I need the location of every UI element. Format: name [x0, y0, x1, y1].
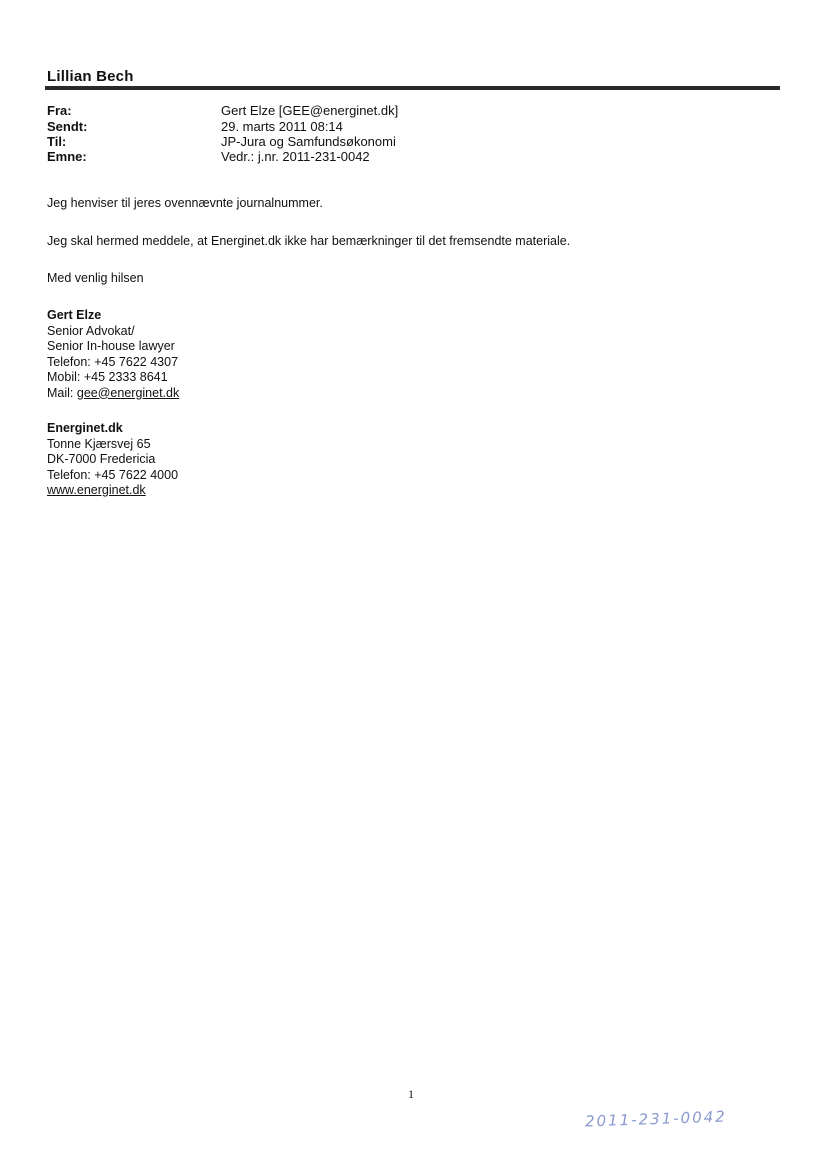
signature-mobile: Mobil: +45 2333 8641	[47, 370, 168, 384]
company-name: Energinet.dk	[47, 421, 123, 435]
to-value: JP-Jura og Samfundsøkonomi	[221, 134, 396, 149]
from-value: Gert Elze [GEE@energinet.dk]	[221, 103, 399, 118]
subject-label: Emne:	[47, 149, 87, 164]
company-street: Tonne Kjærsvej 65	[47, 436, 151, 451]
signature-mail-line	[47, 386, 179, 402]
closing-line: Med venlig hilsen	[47, 271, 144, 285]
subject-value: Vedr.: j.nr. 2011-231-0042	[221, 149, 370, 164]
sent-label: Sendt:	[47, 119, 88, 134]
body-paragraph-2: Jeg skal hermed meddele, at Energinet.dk ikke har bemærkninger til det fremsendte materiale.	[47, 234, 571, 248]
from-label: Fra:	[47, 103, 72, 118]
signature-mail-link[interactable]: gee@energinet.dk	[76, 385, 180, 400]
company-city: DK-7000 Fredericia	[47, 452, 156, 466]
company-block	[47, 421, 178, 499]
signature-phone: Telefon: +45 7622 4307	[47, 354, 179, 369]
header-divider	[45, 86, 780, 90]
page-number: 1	[408, 1087, 414, 1101]
signature-block	[47, 308, 179, 401]
handwritten-journal-number: 2011-231-0042	[584, 1107, 728, 1131]
company-phone: Telefon: +45 7622 4000	[47, 467, 179, 482]
company-website-link[interactable]: www.energinet.dk	[47, 483, 146, 497]
sent-value: 29. marts 2011 08:14	[221, 119, 343, 134]
signature-mail-label: Mail:	[47, 385, 77, 400]
to-label: Til:	[47, 134, 67, 149]
body-paragraph-1: Jeg henviser til jeres ovennævnte journalnummer.	[47, 196, 323, 210]
signature-title-2: Senior In-house lawyer	[47, 339, 175, 353]
signature-name: Gert Elze	[47, 308, 102, 322]
signature-title-1: Senior Advokat/	[47, 323, 135, 338]
document-owner-name: Lillian Bech	[47, 68, 134, 85]
